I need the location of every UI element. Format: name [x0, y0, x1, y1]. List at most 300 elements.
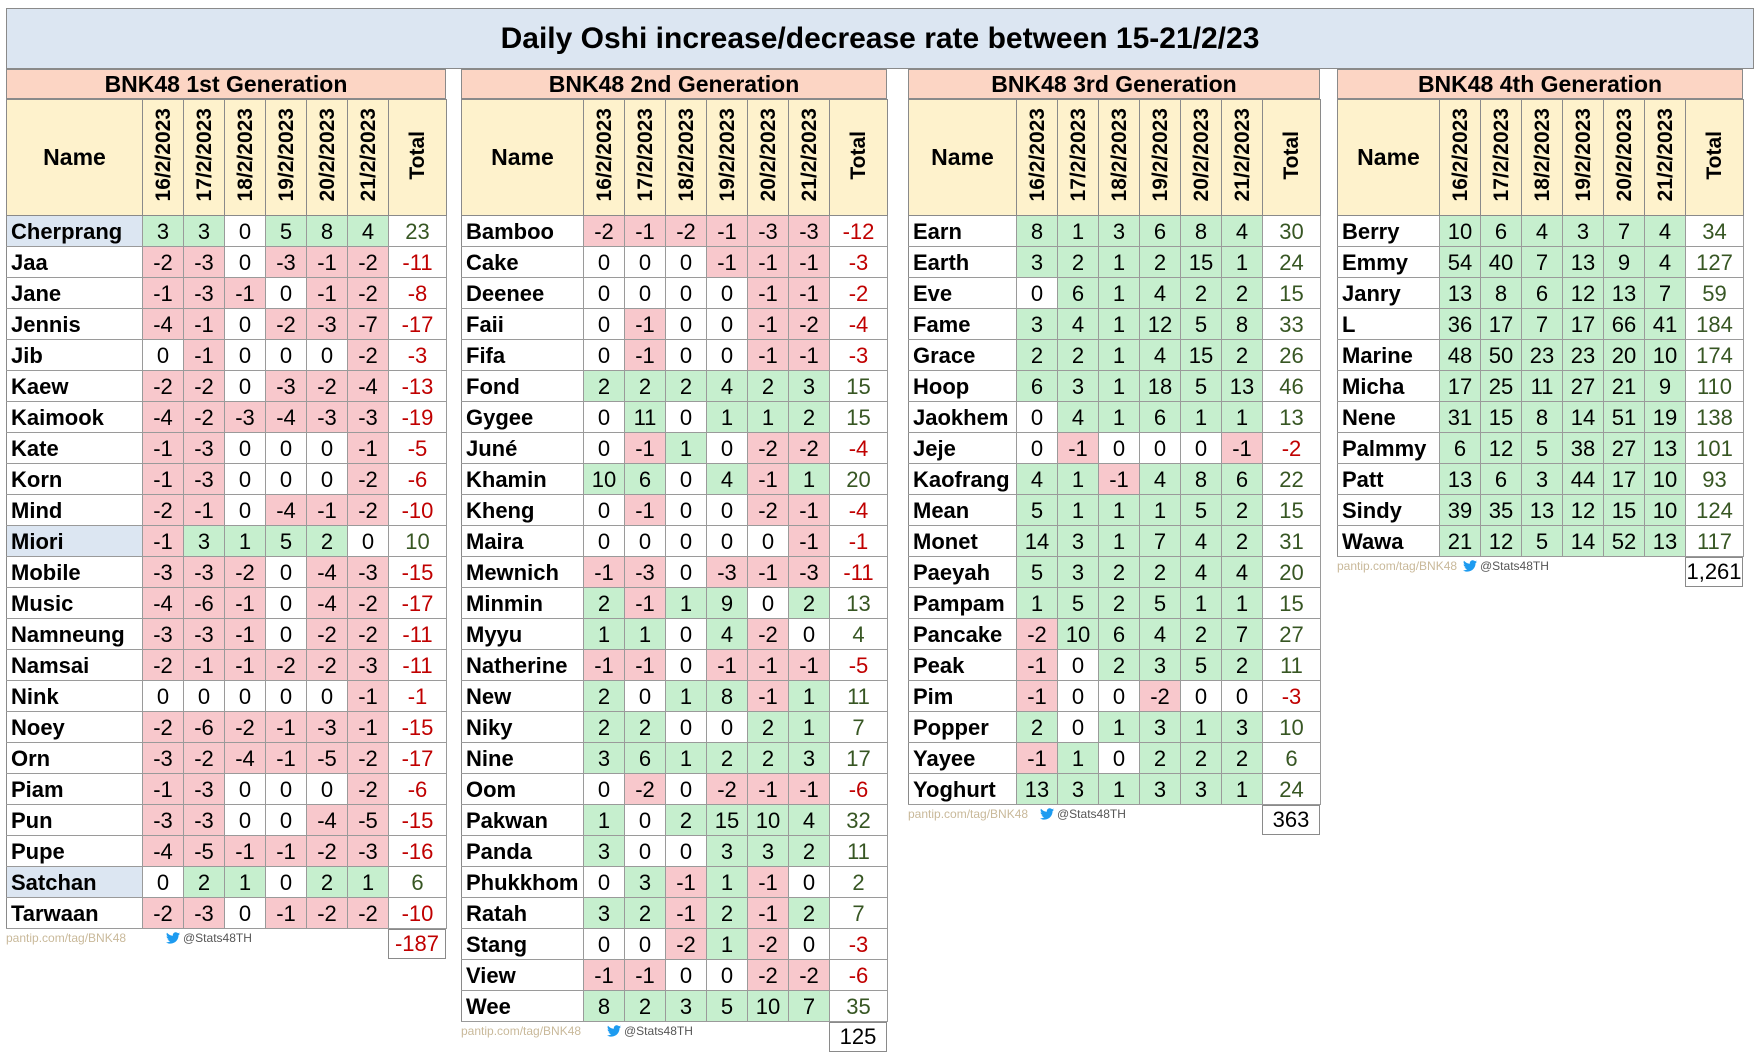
member-name: Mewnich: [462, 557, 584, 588]
member-name: Berry: [1338, 216, 1440, 247]
member-row: [462, 836, 888, 867]
member-total-cell: -6: [830, 774, 888, 805]
daily-change-cell: 2: [1058, 247, 1099, 278]
daily-change-cell: -1: [625, 650, 666, 681]
daily-change-cell: 27: [1604, 433, 1645, 464]
daily-change-cell: 0: [266, 805, 307, 836]
member-total-cell: -15: [389, 557, 447, 588]
date-label: 20/2/2023: [1612, 108, 1636, 202]
daily-change-cell: 5: [1181, 309, 1222, 340]
member-row: [7, 743, 447, 774]
daily-change-cell: 4: [1058, 309, 1099, 340]
member-row: [909, 681, 1321, 712]
daily-change-cell: 18: [1140, 371, 1181, 402]
twitter-bird-icon: [1463, 560, 1477, 572]
member-total-cell: 11: [1263, 650, 1321, 681]
daily-change-cell: -2: [748, 929, 789, 960]
generation-title: BNK48 3rd Generation: [908, 69, 1320, 99]
member-name: Pampam: [909, 588, 1017, 619]
daily-change-cell: 0: [666, 309, 707, 340]
daily-change-cell: -3: [348, 650, 389, 681]
daily-change-cell: -2: [184, 371, 225, 402]
member-name: Nene: [1338, 402, 1440, 433]
twitter-bird-icon: [166, 932, 180, 944]
daily-change-cell: 4: [1222, 216, 1263, 247]
daily-change-cell: 6: [1222, 464, 1263, 495]
member-name: Minmin: [462, 588, 584, 619]
daily-change-cell: -1: [707, 247, 748, 278]
daily-change-cell: -2: [143, 898, 184, 929]
member-row: [7, 588, 447, 619]
name-column-header: Name: [7, 100, 143, 216]
member-name: Jennis: [7, 309, 143, 340]
daily-change-cell: -1: [625, 309, 666, 340]
daily-change-cell: 4: [1017, 464, 1058, 495]
daily-change-cell: 8: [1181, 216, 1222, 247]
daily-change-cell: -2: [625, 774, 666, 805]
twitter-handle[interactable]: [166, 931, 252, 945]
member-total-cell: 32: [830, 805, 888, 836]
member-row: [462, 650, 888, 681]
daily-change-cell: -4: [307, 557, 348, 588]
daily-change-cell: 15: [1181, 247, 1222, 278]
date-label: 19/2/2023: [1148, 108, 1172, 202]
daily-change-cell: 0: [625, 929, 666, 960]
member-row: [909, 402, 1321, 433]
twitter-handle[interactable]: [1040, 807, 1126, 821]
daily-change-cell: -2: [266, 309, 307, 340]
member-total-cell: 13: [1263, 402, 1321, 433]
daily-change-cell: 10: [1440, 216, 1481, 247]
daily-change-cell: -1: [748, 650, 789, 681]
member-total-cell: 11: [830, 681, 888, 712]
daily-change-cell: 14: [1563, 526, 1604, 557]
member-total-cell: -15: [389, 805, 447, 836]
member-total-cell: 4: [830, 619, 888, 650]
member-row: [462, 712, 888, 743]
daily-change-cell: 1: [584, 619, 625, 650]
daily-change-cell: 4: [1181, 526, 1222, 557]
daily-change-cell: -2: [348, 247, 389, 278]
daily-change-cell: -3: [348, 557, 389, 588]
daily-change-cell: -1: [225, 619, 266, 650]
daily-change-cell: -2: [307, 650, 348, 681]
daily-change-cell: 0: [307, 681, 348, 712]
date-column-header: [1140, 100, 1181, 216]
daily-change-cell: 4: [789, 805, 830, 836]
daily-change-cell: -1: [666, 898, 707, 929]
daily-change-cell: -3: [184, 898, 225, 929]
member-total-cell: -3: [1263, 681, 1321, 712]
daily-change-cell: 6: [1481, 216, 1522, 247]
daily-change-cell: -1: [348, 712, 389, 743]
twitter-handle[interactable]: [607, 1024, 693, 1038]
daily-change-cell: 0: [584, 774, 625, 805]
daily-change-cell: -1: [184, 495, 225, 526]
daily-change-cell: -1: [584, 650, 625, 681]
member-name: Kheng: [462, 495, 584, 526]
member-name: Fifa: [462, 340, 584, 371]
member-total-cell: -1: [389, 681, 447, 712]
daily-change-cell: -2: [348, 619, 389, 650]
daily-change-cell: 2: [666, 371, 707, 402]
daily-change-cell: -3: [184, 805, 225, 836]
member-row: [462, 247, 888, 278]
daily-change-cell: -2: [143, 247, 184, 278]
member-total-cell: 15: [830, 371, 888, 402]
member-name: Eve: [909, 278, 1017, 309]
daily-change-cell: 0: [666, 650, 707, 681]
member-total-cell: 10: [389, 526, 447, 557]
member-row: [7, 340, 447, 371]
daily-change-cell: 0: [307, 774, 348, 805]
member-total-cell: -19: [389, 402, 447, 433]
source-link[interactable]: pantip.com/tag/BNK48: [1337, 559, 1458, 573]
member-row: [7, 526, 447, 557]
daily-change-cell: 7: [1222, 619, 1263, 650]
daily-change-cell: -1: [789, 278, 830, 309]
member-name: Deenee: [462, 278, 584, 309]
total-column-header: [830, 100, 888, 216]
daily-change-cell: 0: [225, 309, 266, 340]
daily-change-cell: 3: [1140, 712, 1181, 743]
member-row: [462, 619, 888, 650]
daily-change-cell: 3: [1140, 650, 1181, 681]
daily-change-cell: -1: [748, 247, 789, 278]
daily-change-cell: -1: [789, 774, 830, 805]
daily-change-cell: -3: [748, 216, 789, 247]
date-label: 18/2/2023: [1530, 108, 1554, 202]
member-row: [462, 805, 888, 836]
daily-change-cell: -2: [143, 371, 184, 402]
date-column-header: [789, 100, 830, 216]
total-column-header: [1686, 100, 1744, 216]
daily-change-cell: -1: [143, 433, 184, 464]
daily-change-cell: 0: [266, 340, 307, 371]
daily-change-cell: 10: [748, 991, 789, 1022]
daily-change-cell: 1: [1058, 743, 1099, 774]
daily-change-cell: 15: [707, 805, 748, 836]
date-label: 18/2/2023: [1107, 108, 1131, 202]
name-column-header: Name: [1338, 100, 1440, 216]
daily-change-cell: 8: [1222, 309, 1263, 340]
member-row: [7, 557, 447, 588]
member-total-cell: -11: [389, 247, 447, 278]
daily-change-cell: 5: [266, 526, 307, 557]
daily-change-cell: 2: [1140, 743, 1181, 774]
date-label: 20/2/2023: [1189, 108, 1213, 202]
member-name: Wawa: [1338, 526, 1440, 557]
daily-change-cell: -2: [707, 774, 748, 805]
member-name: Music: [7, 588, 143, 619]
date-column-header: [143, 100, 184, 216]
daily-change-cell: 0: [266, 278, 307, 309]
member-row: [909, 433, 1321, 464]
daily-change-cell: 6: [1099, 619, 1140, 650]
daily-change-cell: -3: [184, 774, 225, 805]
member-name: Natherine: [462, 650, 584, 681]
daily-change-cell: 4: [1222, 557, 1263, 588]
member-row: [7, 433, 447, 464]
daily-change-cell: 1: [348, 867, 389, 898]
daily-change-cell: 0: [184, 681, 225, 712]
daily-change-cell: 2: [1181, 278, 1222, 309]
daily-change-cell: 3: [789, 743, 830, 774]
daily-change-cell: 1: [1099, 774, 1140, 805]
daily-change-cell: 1: [1099, 495, 1140, 526]
daily-change-cell: -1: [625, 588, 666, 619]
member-row: [7, 805, 447, 836]
daily-change-cell: 3: [1058, 371, 1099, 402]
daily-change-cell: 4: [348, 216, 389, 247]
date-label: 21/2/2023: [797, 108, 821, 202]
daily-change-cell: 6: [1017, 371, 1058, 402]
daily-change-cell: 0: [625, 247, 666, 278]
member-row: [909, 526, 1321, 557]
member-name: Kaimook: [7, 402, 143, 433]
member-row: [909, 774, 1321, 805]
daily-change-cell: -2: [348, 464, 389, 495]
member-row: [1338, 402, 1744, 433]
daily-change-cell: 10: [1645, 495, 1686, 526]
date-label: 18/2/2023: [674, 108, 698, 202]
header-row: [909, 100, 1321, 216]
member-row: [462, 464, 888, 495]
member-row: [909, 557, 1321, 588]
member-row: [462, 402, 888, 433]
daily-change-cell: 54: [1440, 247, 1481, 278]
daily-change-cell: 3: [1017, 309, 1058, 340]
daily-change-cell: 10: [1645, 464, 1686, 495]
daily-change-cell: 0: [225, 433, 266, 464]
twitter-bird-icon: [1040, 808, 1054, 820]
daily-change-cell: -3: [143, 619, 184, 650]
daily-change-cell: 2: [1222, 743, 1263, 774]
daily-change-cell: 2: [1222, 650, 1263, 681]
daily-change-cell: 4: [707, 371, 748, 402]
twitter-handle-text: @Stats48TH: [1057, 807, 1126, 821]
source-link[interactable]: pantip.com/tag/BNK48: [461, 1024, 582, 1038]
daily-change-cell: -3: [184, 278, 225, 309]
member-name: Yoghurt: [909, 774, 1017, 805]
member-total-cell: 184: [1686, 309, 1744, 340]
member-name: Pim: [909, 681, 1017, 712]
date-label: 21/2/2023: [1230, 108, 1254, 202]
member-name: New: [462, 681, 584, 712]
daily-change-cell: 1: [1099, 309, 1140, 340]
member-name: Orn: [7, 743, 143, 774]
member-name: Pun: [7, 805, 143, 836]
daily-change-cell: 0: [584, 309, 625, 340]
daily-change-cell: 21: [1604, 371, 1645, 402]
twitter-handle-text: @Stats48TH: [183, 931, 252, 945]
daily-change-cell: -2: [348, 743, 389, 774]
member-name: Bamboo: [462, 216, 584, 247]
date-column-header: [1222, 100, 1263, 216]
daily-change-cell: -4: [307, 805, 348, 836]
daily-change-cell: -2: [184, 402, 225, 433]
daily-change-cell: -2: [666, 216, 707, 247]
daily-change-cell: 8: [707, 681, 748, 712]
daily-change-cell: 3: [625, 867, 666, 898]
member-row: [1338, 433, 1744, 464]
daily-change-cell: 1: [1140, 495, 1181, 526]
date-label: 20/2/2023: [315, 108, 339, 202]
daily-change-cell: 5: [1017, 557, 1058, 588]
daily-change-cell: 5: [266, 216, 307, 247]
member-row: [1338, 526, 1744, 557]
daily-change-cell: 3: [1058, 526, 1099, 557]
source-link[interactable]: pantip.com/tag/BNK48: [908, 807, 1029, 821]
daily-change-cell: -1: [1017, 743, 1058, 774]
daily-change-cell: -2: [584, 216, 625, 247]
daily-change-cell: -1: [584, 557, 625, 588]
member-total-cell: -8: [389, 278, 447, 309]
daily-change-cell: 0: [707, 309, 748, 340]
member-total-cell: 26: [1263, 340, 1321, 371]
member-total-cell: 174: [1686, 340, 1744, 371]
daily-change-cell: 1: [1099, 278, 1140, 309]
member-total-cell: 31: [1263, 526, 1321, 557]
daily-change-cell: 15: [1181, 340, 1222, 371]
daily-change-cell: 0: [666, 526, 707, 557]
daily-change-cell: 2: [789, 402, 830, 433]
daily-change-cell: 0: [666, 464, 707, 495]
date-label: 19/2/2023: [274, 108, 298, 202]
member-name: Namsai: [7, 650, 143, 681]
daily-change-cell: 2: [1099, 557, 1140, 588]
daily-change-cell: 13: [1522, 495, 1563, 526]
daily-change-cell: 0: [266, 557, 307, 588]
member-row: [462, 588, 888, 619]
daily-change-cell: -2: [348, 495, 389, 526]
daily-change-cell: 0: [348, 526, 389, 557]
member-total-cell: 11: [830, 836, 888, 867]
daily-change-cell: 5: [1181, 650, 1222, 681]
daily-change-cell: -4: [143, 309, 184, 340]
member-total-cell: 2: [830, 867, 888, 898]
member-name: Panda: [462, 836, 584, 867]
daily-change-cell: 0: [666, 402, 707, 433]
daily-change-cell: 4: [1140, 278, 1181, 309]
daily-change-cell: 0: [143, 867, 184, 898]
page-title: Daily Oshi increase/decrease rate between 15-21/2/23: [6, 8, 1754, 69]
member-total-cell: 101: [1686, 433, 1744, 464]
daily-change-cell: 0: [225, 464, 266, 495]
source-link[interactable]: pantip.com/tag/BNK48: [6, 931, 127, 945]
daily-change-cell: 12: [1140, 309, 1181, 340]
daily-change-cell: 1: [1058, 495, 1099, 526]
generation-panel: [6, 69, 446, 959]
twitter-handle[interactable]: [1463, 559, 1549, 573]
date-label: 20/2/2023: [756, 108, 780, 202]
member-total-cell: -17: [389, 588, 447, 619]
member-row: [462, 216, 888, 247]
daily-change-cell: 2: [1017, 340, 1058, 371]
daily-change-cell: -4: [266, 402, 307, 433]
daily-change-cell: 2: [707, 898, 748, 929]
daily-change-cell: 1: [1058, 464, 1099, 495]
daily-change-cell: 13: [1440, 464, 1481, 495]
daily-change-cell: 0: [266, 433, 307, 464]
daily-change-cell: 7: [1522, 309, 1563, 340]
daily-change-cell: -2: [307, 898, 348, 929]
member-row: [7, 309, 447, 340]
member-row: [462, 557, 888, 588]
daily-change-cell: 1: [1099, 712, 1140, 743]
daily-change-cell: 0: [666, 495, 707, 526]
daily-change-cell: 0: [666, 247, 707, 278]
daily-change-cell: 13: [1604, 278, 1645, 309]
daily-change-cell: -1: [748, 340, 789, 371]
daily-change-cell: -2: [307, 619, 348, 650]
member-name: Kate: [7, 433, 143, 464]
daily-change-cell: -4: [225, 743, 266, 774]
daily-change-cell: 3: [1058, 557, 1099, 588]
daily-change-cell: -1: [1017, 650, 1058, 681]
daily-change-cell: -2: [307, 836, 348, 867]
daily-change-cell: -1: [184, 650, 225, 681]
daily-change-cell: 4: [707, 619, 748, 650]
member-name: Pancake: [909, 619, 1017, 650]
daily-change-cell: 0: [748, 526, 789, 557]
daily-change-cell: -6: [184, 712, 225, 743]
daily-change-cell: 0: [748, 588, 789, 619]
daily-change-cell: 15: [1481, 402, 1522, 433]
daily-change-cell: -1: [225, 278, 266, 309]
date-label: 16/2/2023: [1448, 108, 1472, 202]
daily-change-cell: 39: [1440, 495, 1481, 526]
member-total-cell: 34: [1686, 216, 1744, 247]
daily-change-cell: -3: [789, 557, 830, 588]
daily-change-cell: 0: [1017, 402, 1058, 433]
member-name: Piam: [7, 774, 143, 805]
daily-change-cell: 2: [789, 898, 830, 929]
daily-change-cell: -2: [348, 340, 389, 371]
daily-change-cell: 1: [1058, 216, 1099, 247]
daily-change-cell: -2: [1140, 681, 1181, 712]
member-row: [909, 247, 1321, 278]
date-column-header: [666, 100, 707, 216]
daily-change-cell: 27: [1563, 371, 1604, 402]
daily-change-cell: 10: [584, 464, 625, 495]
daily-change-cell: -1: [748, 681, 789, 712]
member-total-cell: 35: [830, 991, 888, 1022]
daily-change-cell: 0: [266, 867, 307, 898]
daily-change-cell: 0: [707, 960, 748, 991]
member-row: [462, 495, 888, 526]
daily-change-cell: 10: [1645, 340, 1686, 371]
name-column-header: Name: [909, 100, 1017, 216]
daily-change-cell: -6: [184, 588, 225, 619]
total-label: Total: [406, 130, 429, 180]
date-column-header: [266, 100, 307, 216]
daily-change-cell: -1: [748, 898, 789, 929]
member-row: [909, 278, 1321, 309]
daily-change-cell: 0: [266, 774, 307, 805]
member-row: [7, 650, 447, 681]
date-column-header: [1440, 100, 1481, 216]
daily-change-cell: 0: [266, 681, 307, 712]
member-name: Ratah: [462, 898, 584, 929]
daily-change-cell: -5: [307, 743, 348, 774]
total-label: Total: [1703, 130, 1726, 180]
daily-change-cell: -2: [789, 433, 830, 464]
daily-change-cell: -1: [1099, 464, 1140, 495]
daily-change-cell: 0: [266, 619, 307, 650]
date-column-header: [707, 100, 748, 216]
daily-change-cell: 0: [1181, 681, 1222, 712]
